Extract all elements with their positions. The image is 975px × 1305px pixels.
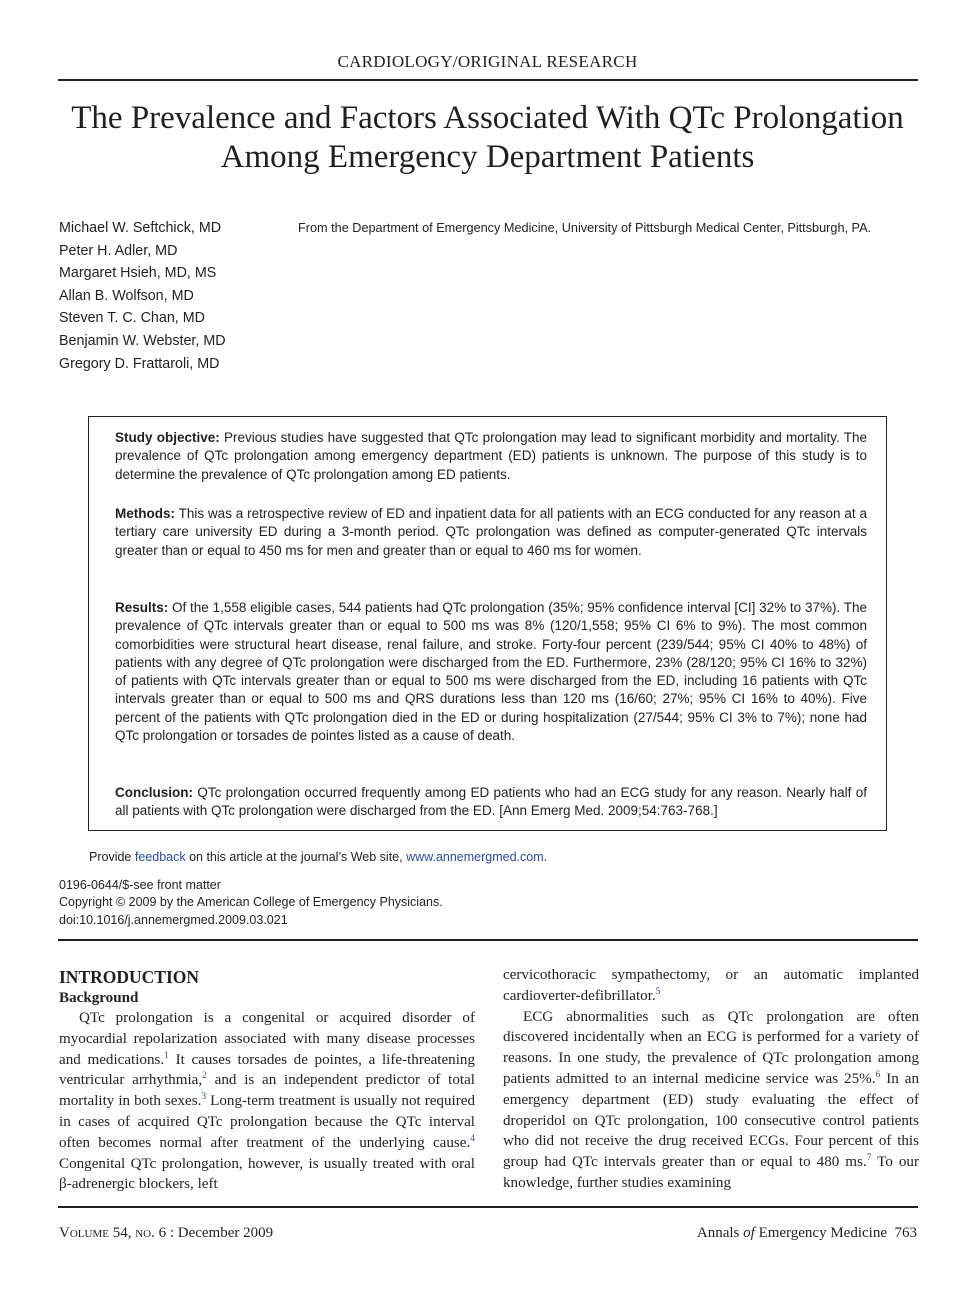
feedback-line: [89, 850, 547, 864]
journal-name-of: of: [743, 1225, 755, 1241]
paragraph-text: To our knowledge, further studies examining: [503, 1154, 920, 1191]
results-label: Results:: [115, 600, 169, 615]
reference-link[interactable]: 4: [470, 1133, 475, 1144]
footer-volume-info: [59, 1225, 273, 1242]
section-label: CARDIOLOGY/ORIGINAL RESEARCH: [337, 52, 638, 71]
background-heading: Background: [59, 990, 139, 1006]
abstract-results: [115, 599, 867, 745]
reference-link[interactable]: 3: [201, 1092, 207, 1103]
paragraph-text: In an emergency department (ED) study evaluating the effect of droperidol on QTc prolongation, 100 consecutive control patients who did not receive the drug received ECGs. Four percent of this group had QTc intervals greater than or equal to 480 ms.: [503, 1070, 919, 1171]
abstract-conclusion: [115, 784, 867, 821]
mid-rule: [58, 939, 918, 941]
author-list: [59, 217, 289, 375]
page-number: 763: [894, 1225, 917, 1241]
footer-journal: [697, 1225, 917, 1242]
abstract-methods: [115, 505, 867, 560]
conclusion-text: QTc prolongation occurred frequently among ED patients who had an ECG study for any reason. Nearly half of all patients with QTc prolongation were discharged from the ED. [Ann Emerg Med. 2009;54:763-768.]: [115, 785, 867, 819]
journal-name-b: Emergency Medicine: [754, 1225, 887, 1241]
intro-paragraph-1-tail: Congenital QTc prolongation, however, is usually treated with oral β-adrenergic blockers, left: [59, 1155, 475, 1193]
volume-issue: Volume 54, no. 6: [59, 1225, 167, 1241]
author: Benjamin W. Webster, MD: [59, 332, 226, 349]
author: Steven T. C. Chan, MD: [59, 310, 205, 327]
front-matter: [59, 877, 443, 929]
affiliation: From the Department of Emergency Medicine, University of Pittsburgh Medical Center, Pittsburgh, PA.: [298, 221, 872, 235]
methods-label: Methods:: [115, 506, 175, 521]
reference-link[interactable]: 1: [164, 1050, 169, 1061]
bottom-rule: [58, 1206, 918, 1208]
paragraph-text: ECG abnormalities such as QTc prolongation are often discovered incidentally when an ECG is performed for a variety of reasons. In one study, the prevalence of QTc prolongation among patients admitted to an internal medicine service was 25%.: [503, 1008, 919, 1087]
journal-site-link[interactable]: www.annemergmed.com: [406, 850, 544, 864]
results-text: Of the 1,558 eligible cases, 544 patients had QTc prolongation (35%; 95% confidence interval [CI] 32% to 37%). The prevalence of QTc intervals greater than or equal to 500 ms was 8% (120/1,558; 95% CI 6% to 9%). The most common comorbidities were structural heart disease, renal failure, and stroke. Forty-four percent (239/544; 95% CI 40% to 48%) of patients with any degree of QTc prolongation were discharged from the ED. Furthermore, 23% (28/120; 95% CI 16% to 32%) of patients with QTc intervals greater than or equal to 500 ms were discharged from the ED, including 16 patients with QTc intervals greater than or equal to 500 ms and QRS durations less than 120 ms (16/60; 27%; 95% CI 16% to 40%). Five percent of the patients with QTc prolongation died in the ED or during hospitalization (27/544; 95% CI 3% to 7%); none had QTc prolongation or torsades de pointes listed as a cause of death.: [115, 600, 867, 744]
feedback-prefix: Provide: [89, 850, 135, 864]
abstract-objective: [115, 429, 867, 484]
feedback-suffix: .: [543, 850, 548, 864]
introduction-heading: INTRODUCTION: [59, 967, 200, 987]
body-column-left: [59, 965, 475, 1195]
body-column-right: [503, 965, 919, 1194]
doi-line[interactable]: doi:10.1016/j.annemergmed.2009.03.021: [59, 912, 288, 927]
journal-name-a: Annals: [696, 1225, 744, 1241]
reference-link[interactable]: 7: [866, 1153, 872, 1164]
top-rule: [58, 79, 918, 81]
intro-paragraph-1: QTc prolongation is a congenital or acquired disorder of myocardial repolarization associated with many disease processes and medications.$^1$ It causes torsades de pointes, a life-threatening ventricular arrhythmia,$^2$ and is an independent predictor of total mortality in both sexes.$^3$ Long-term treatment is usually not required in cases of acquired QTc prolongation because the QTc interval often becomes normal after treatment of the underlying cause.$^4$ Congenital QTc prolongation, however, is usually treated with oral β-adrenergic blockers, left: [59, 1010, 476, 1193]
author: Margaret Hsieh, MD, MS: [59, 265, 217, 282]
objective-text: Previous studies have suggested that QTc prolongation may lead to significant morbidity and mortality. The prevalence of QTc prolongation among emergency department (ED) patients is unknown. The purpose of this study is to determine the prevalence of QTc prolongation among ED patients.: [115, 430, 867, 482]
objective-label: Study objective:: [115, 430, 220, 445]
right-column-text: [503, 965, 919, 1194]
title-line-2: Among Emergency Department Patients: [220, 139, 755, 175]
abstract-box: [88, 416, 887, 831]
issue-date: December 2009: [177, 1225, 274, 1241]
reference-link[interactable]: 6: [875, 1069, 881, 1080]
reference-link[interactable]: 5: [655, 986, 661, 997]
conclusion-label: Conclusion:: [115, 785, 193, 800]
paragraph-text: cervicothoracic sympathectomy, or an automatic implanted cardioverter-defibrillator.: [503, 967, 919, 1004]
issn-line: 0196-0644/$-see front matter: [59, 878, 221, 892]
feedback-middle: on this article at the journal’s Web site,: [185, 850, 407, 864]
methods-text: This was a retrospective review of ED and inpatient data for all patients with an ECG conducted for any reason at a tertiary care university ED during a 3-month period. QTc prolongation was defined as computer-generated QTc intervals greater than or equal to 450 ms for men and greater than or equal to 460 ms for women.: [115, 506, 867, 558]
footer-separator: :: [166, 1225, 178, 1241]
author: Peter H. Adler, MD: [59, 242, 178, 259]
intro-paragraph-2: [503, 1007, 919, 1194]
article-title: [40, 99, 935, 177]
title-line-1: The Prevalence and Factors Associated With QTc Prolongation: [71, 100, 904, 136]
author: Gregory D. Frattaroli, MD: [59, 355, 220, 372]
author: Allan B. Wolfson, MD: [59, 287, 194, 304]
intro-paragraph-1-continued: [503, 965, 919, 1007]
reference-link[interactable]: 2: [202, 1071, 207, 1082]
author: Michael W. Seftchick, MD: [59, 220, 222, 236]
copyright-line: Copyright © 2009 by the American College of Emergency Physicians.: [59, 895, 443, 910]
feedback-link[interactable]: feedback: [134, 850, 186, 864]
